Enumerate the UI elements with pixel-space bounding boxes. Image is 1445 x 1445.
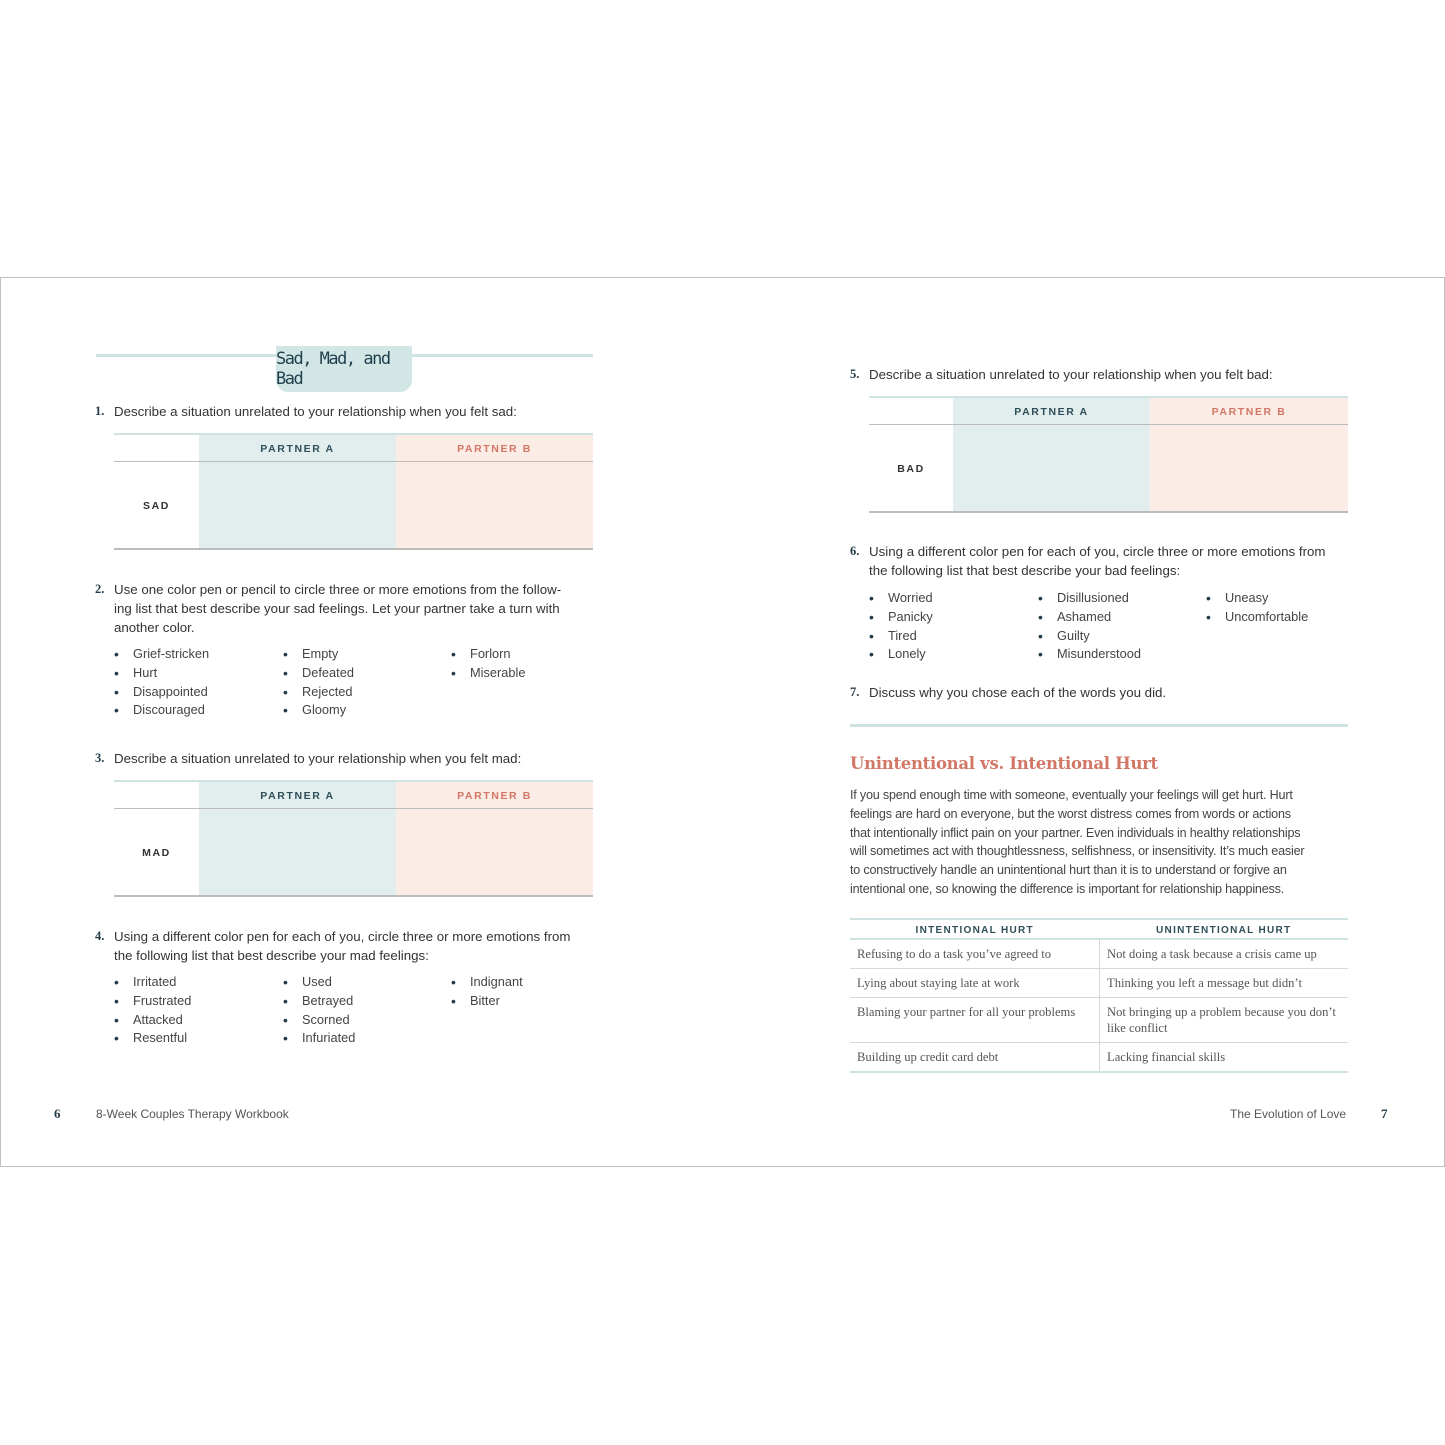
grid-header-rule [114,808,593,809]
row-label-bad: BAD [897,463,925,475]
table-row [850,998,1348,1043]
question-number: 1. [95,404,105,418]
question-text: Describe a situation unrelated to your relationship when you felt mad: [114,751,522,766]
partner-b-header: PARTNER B [1211,406,1287,418]
sad-emotion-list-col-1 [114,645,209,720]
partner-b-header: PARTNER B [457,790,532,802]
emotion-item[interactable]: • Uneasy [1206,589,1308,608]
question-3 [95,749,594,768]
unintentional-cell: Not doing a task because a crisis came up [1100,939,1349,969]
emotion-item[interactable]: • Misunderstood [1038,645,1141,664]
emotion-item[interactable]: • Betrayed [283,992,355,1011]
row-label-sad: SAD [143,500,170,512]
hurt-comparison-table [850,918,1348,1073]
row-label-mad: MAD [142,847,171,859]
section-heading: Unintentional vs. Intentional Hurt [850,754,1158,773]
sad-emotion-list-col-3 [451,645,525,683]
emotion-item[interactable]: • Discouraged [114,701,209,720]
grid-bottom-rule [114,895,593,897]
table-row [850,939,1348,969]
emotion-item[interactable]: • Resentful [114,1029,191,1048]
emotion-item[interactable]: • Lonely [869,645,933,664]
emotion-item[interactable]: • Scorned [283,1011,355,1030]
paragraph-line: to constructively handle an unintentional hurt than it is to understand or forgive an [850,863,1287,878]
question-number: 6. [850,544,860,558]
left-page-number: 6 [54,1106,61,1121]
question-line: the following list that best describe your bad feelings: [869,563,1181,578]
emotion-item[interactable]: • Infuriated [283,1029,355,1048]
grid-header-rule [114,461,593,462]
mad-emotion-list-col-1 [114,973,191,1048]
question-number: 4. [95,929,105,943]
emotion-item[interactable]: • Guilty [1038,627,1141,646]
emotion-item[interactable]: • Frustrated [114,992,191,1011]
emotion-item[interactable]: • Empty [283,645,354,664]
question-number: 7. [850,685,860,699]
intentional-cell: Lying about staying late at work [850,969,1100,998]
intentional-hurt-header: INTENTIONAL HURT [850,919,1100,939]
paragraph-line: feelings are hard on everyone, but the worst distress comes from words or actions [850,806,1291,821]
emotion-item[interactable]: • Irritated [114,973,191,992]
emotion-item[interactable]: • Rejected [283,683,354,702]
unintentional-hurt-header: UNINTENTIONAL HURT [1100,919,1349,939]
unintentional-cell: Thinking you left a message but didn’t [1100,969,1349,998]
intentional-cell: Building up credit card debt [850,1043,1100,1073]
emotion-item[interactable]: • Miserable [451,664,525,683]
emotion-item[interactable]: • Tired [869,627,933,646]
emotion-item[interactable]: • Grief-stricken [114,645,209,664]
mad-emotion-list-col-2 [283,973,355,1048]
emotion-item[interactable]: • Attacked [114,1011,191,1030]
question-line: another color. [114,620,195,635]
emotion-item[interactable]: • Gloomy [283,701,354,720]
section-title: Sad, Mad, and Bad [276,349,390,389]
unintentional-cell: Not bringing up a problem because you don’t like conflict [1100,998,1349,1043]
right-page-number: 7 [1381,1106,1388,1121]
bad-response-grid [869,396,1348,513]
emotion-item[interactable]: • Defeated [283,664,354,683]
grid-bottom-rule [114,548,593,550]
body-paragraph [850,786,1350,899]
table-row [850,969,1348,998]
partner-a-header: PARTNER A [1014,406,1089,418]
paragraph-line: If you spend enough time with someone, eventually your feelings will get hurt. Hurt [850,788,1293,802]
bad-emotion-list-col-1 [869,589,933,664]
unintentional-cell: Lacking financial skills [1100,1043,1349,1073]
question-line: Use one color pen or pencil to circle three or more emotions from the follow- [114,582,562,597]
partner-b-header: PARTNER B [457,443,532,455]
question-number: 5. [850,367,860,381]
table-header-row [850,919,1348,939]
question-number: 2. [95,582,105,596]
question-line: Using a different color pen for each of you, circle three or more emotions from [869,544,1326,559]
question-text: Describe a situation unrelated to your relationship when you felt bad: [869,367,1273,382]
paragraph-line: that intentionally inflict pain on your partner. Even individuals in healthy relationships [850,825,1301,840]
emotion-item[interactable]: • Indignant [451,973,523,992]
question-7 [850,683,1349,702]
table-row [850,1043,1348,1073]
mad-response-grid [114,780,593,897]
partner-a-header: PARTNER A [260,790,335,802]
grid-header-rule [869,424,1348,425]
question-line: the following list that best describe your mad feelings: [114,948,429,963]
paragraph-line: intentional one, so knowing the difference is important for relationship happiness. [850,881,1285,896]
question-6 [850,542,1349,580]
grid-top-rule [114,780,593,782]
left-running-footer: 8-Week Couples Therapy Workbook [96,1107,289,1121]
grid-bottom-rule [869,511,1348,513]
emotion-item[interactable]: • Disillusioned [1038,589,1141,608]
sad-response-grid [114,433,593,550]
question-line: ing list that best describe your sad feelings. Let your partner take a turn with [114,601,560,616]
sad-emotion-list-col-2 [283,645,354,720]
paragraph-line: will sometimes act with thoughtlessness, selfishness, or insensitivity. It’s much easier [850,844,1305,859]
question-line: Using a different color pen for each of you, circle three or more emotions from [114,929,571,944]
emotion-item[interactable]: • Hurt [114,664,209,683]
emotion-item[interactable]: • Forlorn [451,645,525,664]
partner-a-header: PARTNER A [260,443,335,455]
right-running-footer: The Evolution of Love [1230,1107,1347,1121]
bad-emotion-list-col-2 [1038,589,1141,664]
question-text: Discuss why you chose each of the words you did. [869,685,1167,700]
section-divider [850,724,1348,727]
emotion-item[interactable]: • Disappointed [114,683,209,702]
section-title-tab [276,346,412,392]
mad-emotion-list-col-3 [451,973,523,1011]
grid-top-rule [114,433,593,435]
question-1 [95,402,594,421]
emotion-item[interactable]: • Panicky [869,608,933,627]
question-5 [850,365,1349,384]
bad-emotion-list-col-3 [1206,589,1308,627]
question-4 [95,927,594,965]
question-2 [95,580,594,637]
question-text: Describe a situation unrelated to your relationship when you felt sad: [114,404,517,419]
emotion-item[interactable]: • Uncomfortable [1206,608,1308,627]
intentional-cell: Refusing to do a task you’ve agreed to [850,939,1100,969]
emotion-item[interactable]: • Used [283,973,355,992]
emotion-item[interactable]: • Worried [869,589,933,608]
intentional-cell: Blaming your partner for all your problems [850,998,1100,1043]
grid-top-rule [869,396,1348,398]
emotion-item[interactable]: • Bitter [451,992,523,1011]
emotion-item[interactable]: • Ashamed [1038,608,1141,627]
question-number: 3. [95,751,105,765]
